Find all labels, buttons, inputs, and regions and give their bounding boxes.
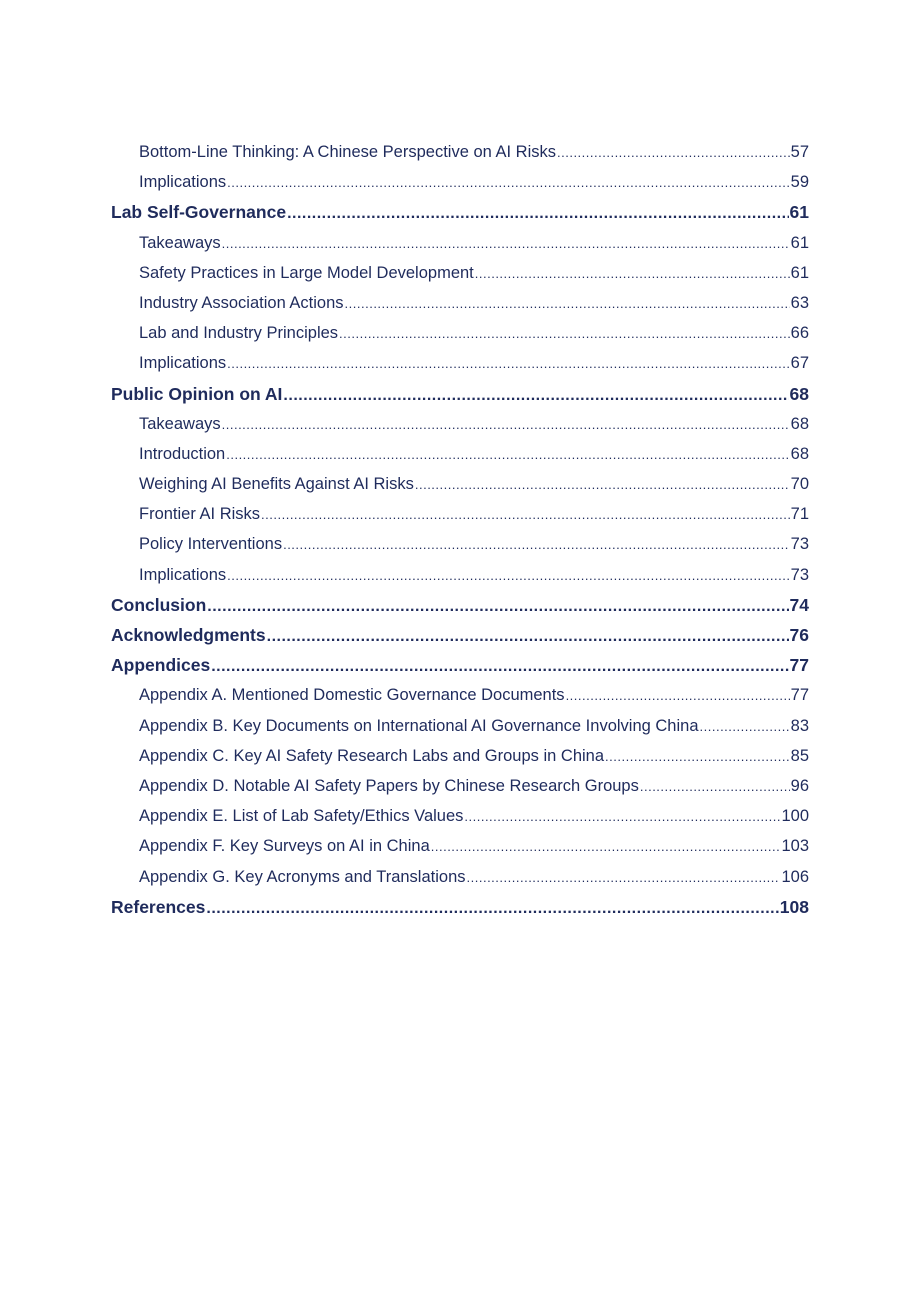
toc-entry-title: Appendix C. Key AI Safety Research Labs and Groups in China: [139, 746, 605, 765]
toc-entry[interactable]: [111, 469, 809, 499]
toc-page-number: 77: [789, 655, 809, 676]
toc-entry[interactable]: [111, 167, 809, 197]
toc-page-number: 106: [781, 867, 809, 886]
toc-page-number: 96: [790, 776, 809, 795]
toc-entry-title: Implications: [139, 354, 227, 373]
toc-entry-title: Policy Interventions: [139, 535, 283, 554]
toc-entry-title: Appendix E. List of Lab Safety/Ethics Values: [139, 807, 464, 826]
toc-section-title: Acknowledgments: [111, 625, 266, 645]
toc-entry-title: Takeaways: [139, 414, 221, 433]
toc-page-number: 66: [790, 324, 809, 343]
toc-dot-leader: [605, 741, 790, 772]
toc-entry[interactable]: [111, 741, 809, 771]
toc-dot-leader: [345, 288, 790, 319]
toc-page-number: 77: [790, 686, 809, 705]
toc-section-entry[interactable]: [111, 650, 809, 680]
toc-entry[interactable]: [111, 801, 809, 831]
toc-page-number: 85: [790, 746, 809, 765]
toc-entry-title: Appendix F. Key Surveys on AI in China: [139, 837, 430, 856]
toc-dot-leader: [267, 620, 789, 652]
toc-section-title: Conclusion: [111, 594, 207, 615]
toc-page-number: 68: [789, 383, 809, 404]
toc-entry[interactable]: [111, 137, 809, 167]
toc-page-number: 108: [779, 896, 809, 917]
toc-dot-leader: [640, 771, 790, 802]
toc-dot-leader: [431, 831, 781, 862]
toc-entry[interactable]: [111, 228, 809, 258]
toc-entry[interactable]: [111, 318, 809, 348]
toc-entry-title: Introduction: [139, 444, 226, 463]
toc-page-number: 63: [790, 293, 809, 312]
table-of-contents: [111, 137, 809, 922]
toc-dot-leader: [283, 379, 788, 411]
toc-entry-title: Bottom-Line Thinking: A Chinese Perspective on AI Risks: [139, 143, 556, 161]
toc-page-number: 68: [790, 414, 809, 433]
toc-page-number: 103: [781, 837, 809, 856]
toc-page-number: 83: [790, 716, 809, 735]
toc-entry-title: Frontier AI Risks: [139, 505, 261, 524]
toc-dot-leader: [557, 137, 790, 168]
toc-entry[interactable]: [111, 862, 809, 892]
toc-entry[interactable]: [111, 831, 809, 861]
toc-dot-leader: [467, 862, 781, 893]
toc-page-number: 74: [789, 594, 809, 615]
toc-entry[interactable]: [111, 771, 809, 801]
toc-page-number: 73: [790, 565, 809, 584]
toc-dot-leader: [464, 801, 780, 832]
toc-dot-leader: [339, 318, 790, 349]
toc-section-title: Appendices: [111, 655, 211, 676]
toc-page-number: 61: [789, 202, 809, 223]
toc-entry[interactable]: [111, 680, 809, 710]
toc-dot-leader: [283, 529, 790, 560]
toc-entry-title: Appendix A. Mentioned Domestic Governance Documents: [139, 686, 565, 705]
toc-page-number: 59: [790, 173, 809, 192]
toc-entry[interactable]: [111, 529, 809, 559]
toc-page-number: 68: [790, 444, 809, 463]
toc-page-number: 67: [790, 354, 809, 373]
toc-section-title: Lab Self-Governance: [111, 202, 287, 223]
toc-dot-leader: [475, 258, 790, 289]
toc-page-number: 100: [781, 807, 809, 826]
toc-dot-leader: [415, 469, 790, 500]
toc-page-number: 76: [789, 625, 809, 645]
toc-section-entry[interactable]: [111, 590, 809, 620]
toc-page-number: 71: [790, 505, 809, 524]
toc-page-number: 73: [790, 535, 809, 554]
toc-dot-leader: [287, 197, 788, 229]
toc-entry[interactable]: [111, 499, 809, 529]
toc-dot-leader: [206, 892, 778, 924]
toc-section-entry[interactable]: [111, 379, 809, 409]
toc-entry[interactable]: [111, 711, 809, 741]
toc-entry-title: Appendix B. Key Documents on International AI Governance Involving China: [139, 716, 699, 735]
toc-entry-title: Weighing AI Benefits Against AI Risks: [139, 475, 414, 494]
toc-section-title: References: [111, 896, 206, 917]
toc-entry[interactable]: [111, 348, 809, 378]
toc-dot-leader: [222, 409, 790, 440]
toc-page-number: 61: [790, 263, 809, 282]
toc-entry-title: Safety Practices in Large Model Development: [139, 263, 474, 282]
toc-entry-title: Implications: [139, 565, 227, 584]
toc-page-number: 57: [790, 143, 809, 161]
toc-dot-leader: [222, 228, 790, 259]
toc-dot-leader: [227, 167, 790, 198]
toc-dot-leader: [227, 348, 790, 379]
toc-entry[interactable]: [111, 409, 809, 439]
toc-section-entry[interactable]: [111, 620, 809, 650]
toc-page-number: 61: [790, 233, 809, 252]
toc-entry-title: Industry Association Actions: [139, 293, 344, 312]
toc-dot-leader: [261, 499, 790, 530]
toc-entry[interactable]: [111, 288, 809, 318]
toc-section-entry[interactable]: [111, 892, 809, 922]
toc-entry[interactable]: [111, 439, 809, 469]
toc-entry-title: Takeaways: [139, 233, 221, 252]
toc-dot-leader: [227, 560, 790, 591]
toc-entry-title: Lab and Industry Principles: [139, 324, 339, 343]
toc-dot-leader: [207, 590, 788, 622]
toc-entry-title: Implications: [139, 173, 227, 192]
toc-entry[interactable]: [111, 560, 809, 590]
toc-dot-leader: [566, 680, 790, 711]
toc-page-number: 70: [790, 475, 809, 494]
toc-section-entry[interactable]: [111, 197, 809, 227]
toc-entry-title: Appendix G. Key Acronyms and Translations: [139, 867, 466, 886]
toc-dot-leader: [700, 711, 790, 742]
toc-section-title: Public Opinion on AI: [111, 383, 283, 404]
toc-dot-leader: [226, 439, 789, 470]
toc-entry-title: Appendix D. Notable AI Safety Papers by Chinese Research Groups: [139, 776, 639, 795]
toc-dot-leader: [211, 650, 788, 682]
toc-entry[interactable]: [111, 258, 809, 288]
